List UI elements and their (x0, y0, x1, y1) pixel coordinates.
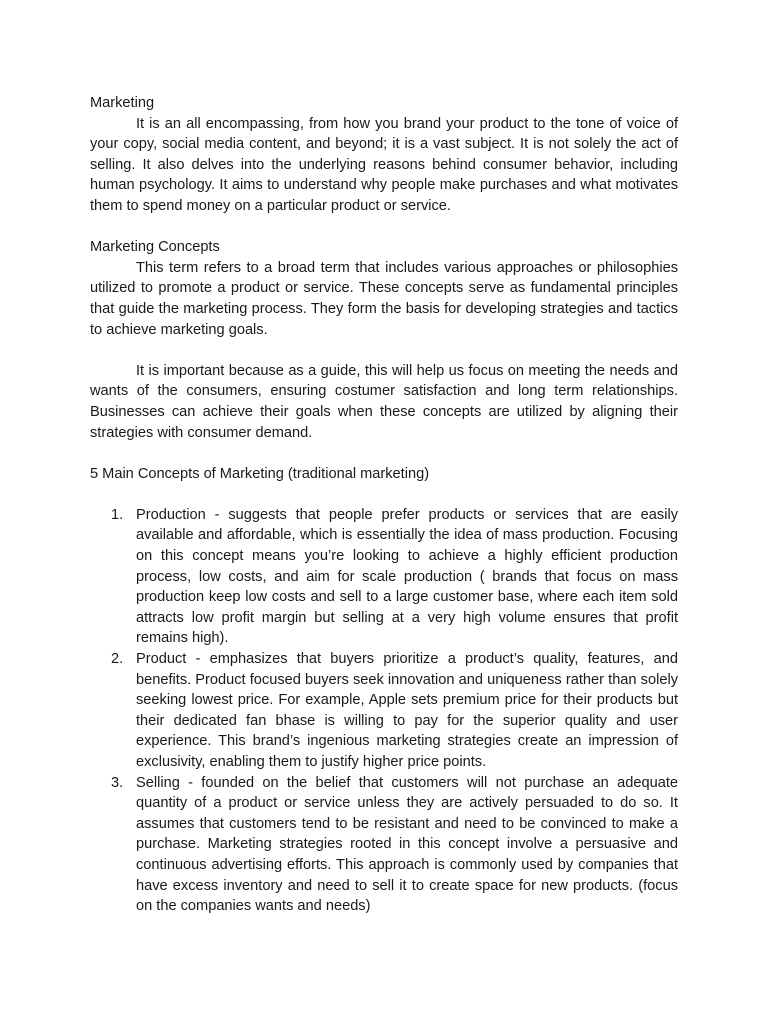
list-item-text: - emphasizes that buyers prioritize a product’s quality, features, and benefits. Product focused buyers seek innovation and uniqueness rather than solely seeking lowest price. For example, Apple sets premium price for their products but their dedicated fan bhase is willing to pay for the superior quality and user experience. This brand’s ingenious marketing strategies create an impression of exclusivity, enabling them to justify higher price points. (136, 651, 678, 770)
marketing-concepts-paragraph: This term refers to a broad term that includes various approaches or philosophies utilized to promote a product or service. These concepts serve as fundamental principles that guide the marketing process. They form the basis for developing strategies and tactics to achieve marketing goals. (90, 259, 678, 338)
spacer (90, 340, 678, 361)
spacer (90, 217, 678, 238)
list-item-term: Selling (136, 774, 180, 791)
list-item-text: - founded on the belief that customers will not purchase an adequate quantity of a product or service unless they are actively persuaded to do so. It assumes that customers tend to be resistant and need to be convinced to make a purchase. Marketing strategies rooted in this concept involve a persuasive and continuous advertising efforts. This approach is commonly used by companies that have excess inventory and need to sell it to create space for new products. (focus on the companies wants and needs) (136, 774, 678, 915)
list-item-term: Production (136, 506, 206, 523)
marketing-concepts-heading: Marketing Concepts (90, 239, 220, 256)
marketing-paragraph: It is an all encompassing, from how you brand your product to the tone of voice of your copy, social media content, and beyond; it is a vast subject. It is not solely the act of selling. It also delves into the underlying reasons behind consumer behavior, including human psychology. It aims to understand why people make purchases and what motivates them to spend money on a particular product or service. (90, 115, 678, 214)
marketing-heading: Marketing (90, 95, 155, 111)
list-item-product (111, 649, 678, 773)
list-item-selling (111, 773, 678, 917)
list-item-term: Product (136, 651, 187, 668)
list-item-text: - suggests that people prefer products or services that are easily available and affordable, which is essentially the idea of mass production. Focusing on this concept means you’re looking to achieve a highly efficient production process, low costs, and aim for scale production ( brands that focus on mass production keep low costs and sell to a large customer base, where each item sold attracts low profit margin but selling at a very high volume ensures that profit remains high). (136, 506, 678, 647)
main-concepts-list (90, 505, 678, 917)
spacer (90, 443, 678, 464)
importance-paragraph: It is important because as a guide, this will help us focus on meeting the needs and wants of the consumers, ensuring costumer satisfaction and long term relationships. Businesses can achieve their goals when these concepts are utilized by aligning their strategies with consumer demand. (90, 362, 678, 441)
list-item-production (111, 505, 678, 649)
list-number: 1. (111, 506, 124, 523)
list-number: 2. (111, 651, 124, 668)
main-concepts-heading: 5 Main Concepts of Marketing (traditional marketing) (90, 465, 430, 482)
spacer (90, 484, 678, 505)
list-number: 3. (111, 774, 124, 791)
